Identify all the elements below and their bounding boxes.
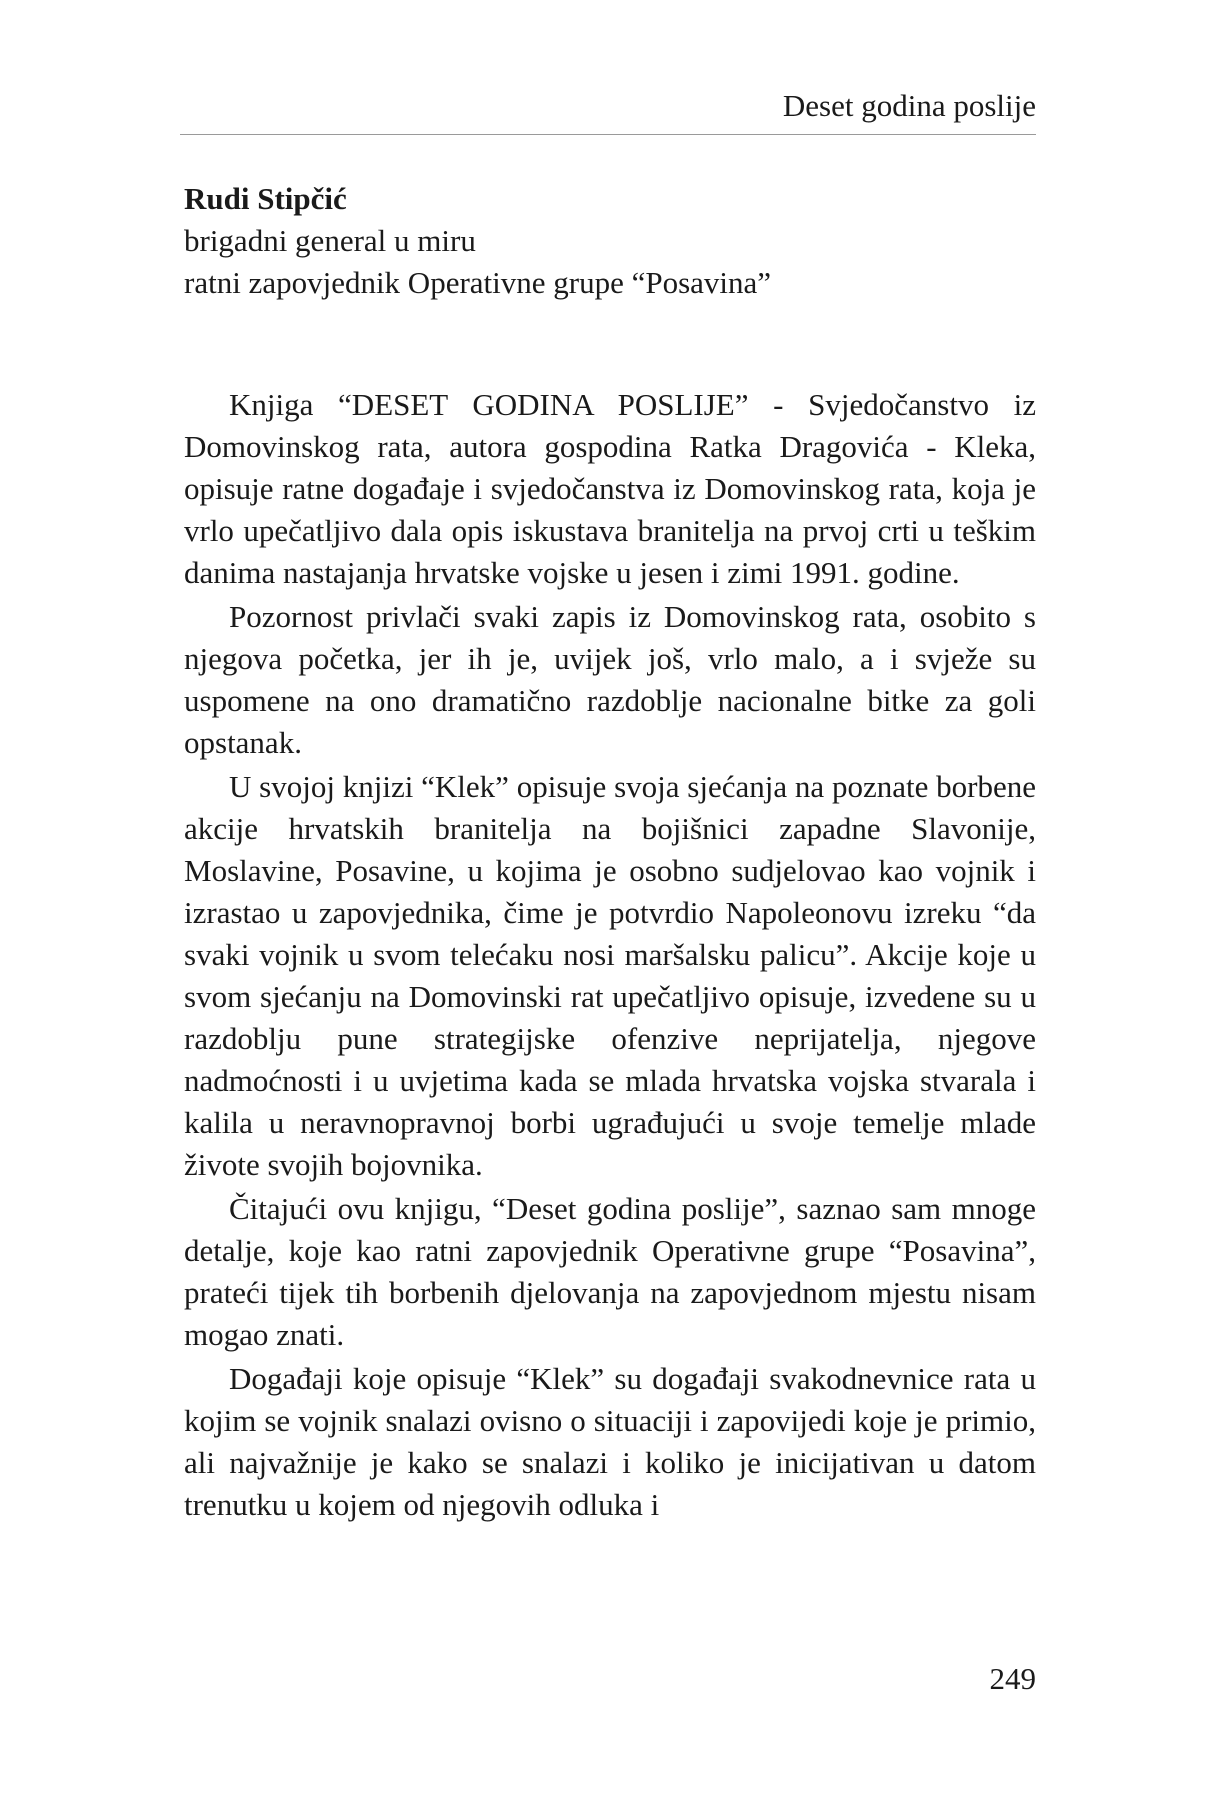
page-number: 249: [989, 1661, 1036, 1696]
paragraph: Knjiga “DESET GODINA POSLIJE” - Svjedočanstvo iz Domovinskog rata, autora gospodina Ratka Dragovića - Kleka, opisuje ratne događaje i svjedočanstva iz Domovinskog rata, koja je vrlo upečatljivo dala opis iskustava branitelja na prvoj crti u teškim danima nastajanja hrvatske vojske u jesen i zimi 1991. godine.: [184, 387, 1036, 590]
body-text: [184, 384, 1036, 1528]
running-title: Deset godina poslije: [782, 88, 1036, 123]
author-name: Rudi Stipčić: [184, 181, 347, 216]
running-header: [180, 84, 1036, 135]
author-title-line-2: ratni zapovjednik Operativne grupe “Posavina”: [184, 265, 772, 300]
paragraph: Pozornost privlači svaki zapis iz Domovinskog rata, osobito s njegova početka, jer ih je, uvijek još, vrlo malo, a i svježe su uspomene na ono dramatično razdoblje nacionalne bitke za goli opstanak.: [184, 599, 1036, 760]
author-title-line-1: brigadni general u miru: [184, 223, 476, 258]
author-block: [184, 178, 1036, 304]
paragraph: Čitajući ovu knjigu, “Deset godina poslije”, saznao sam mnoge detalje, koje kao ratni zapovjednik Operativne grupe “Posavina”, prateći tijek tih borbenih djelovanja na zapovjednom mjestu nisam mogao znati.: [184, 1191, 1036, 1352]
paragraph: U svojoj knjizi “Klek” opisuje svoja sjećanja na poznate borbene akcije hrvatskih branitelja na bojišnici zapadne Slavonije, Moslavine, Posavine, u kojima je osobno sudjelovao kao vojnik i izrastao u zapovjednika, čime je potvrdio Napoleonovu izreku “da svaki vojnik u svom telećaku nosi maršalsku palicu”. Akcije koje u svom sjećanju na Domovinski rat upečatljivo opisuje, izvedene su u razdoblju pune strategijske ofenzive neprijatelja, njegove nadmoćnosti i u uvjetima kada se mlada hrvatska vojska stvarala i kalila u neravnopravnoj borbi ugrađujući u svoje temelje mlade živote svojih bojovnika.: [184, 769, 1036, 1182]
paragraph: Događaji koje opisuje “Klek” su događaji svakodnevnice rata u kojim se vojnik snalazi ovisno o situaciji i zapovijedi koje je primio, ali najvažnije je kako se snalazi i koliko je inicijativan u datom trenutku u kojem od njegovih odluka i: [184, 1361, 1036, 1522]
